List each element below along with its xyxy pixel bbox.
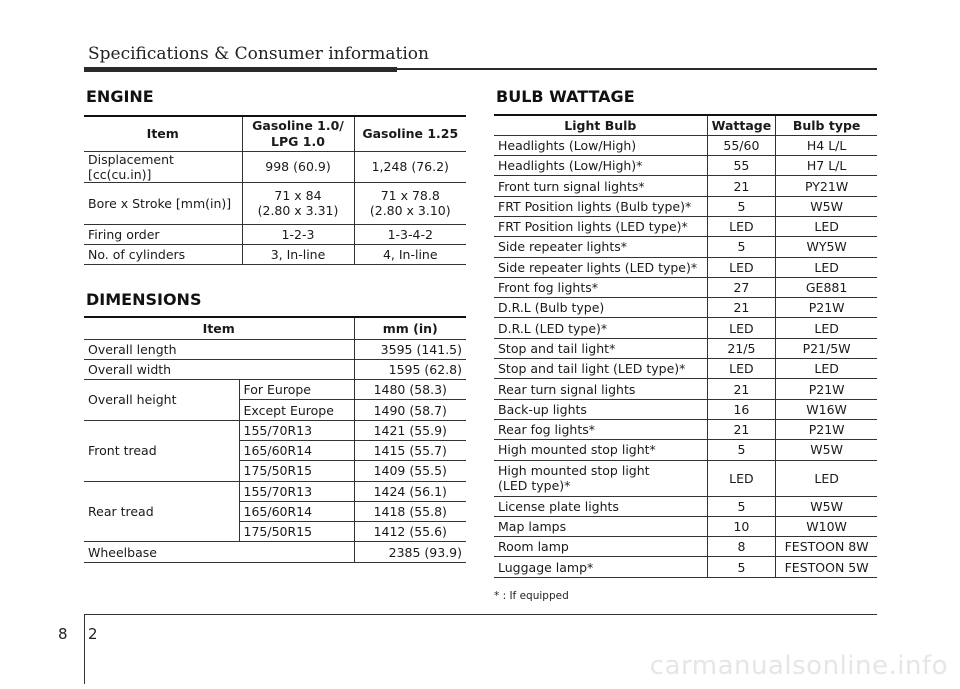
table-row — [494, 537, 877, 557]
bulb-wattage-cell: 5 — [707, 557, 776, 577]
bulb-wattage-cell: 21/5 — [707, 338, 776, 358]
bulb-name-cell: D.R.L (Bulb type) — [494, 298, 707, 318]
engine-value-line: (2.80 x 3.31) — [257, 203, 339, 218]
bulb-name-cell: High mounted stop light* — [494, 440, 707, 460]
engine-value-cell: 998 (60.9) — [242, 151, 354, 182]
dimension-value-cell: 1412 (55.6) — [354, 522, 466, 542]
header-rule-thin — [397, 68, 877, 70]
table-row — [494, 196, 877, 216]
engine-value-cell — [242, 182, 354, 224]
dimension-sub-cell: 155/70R13 — [239, 420, 354, 440]
dimension-value-cell: 3595 (141.5) — [354, 339, 466, 359]
bulb-wattage-table — [494, 114, 877, 578]
header-rule-thick — [84, 67, 397, 72]
bulb-type-cell: PY21W — [776, 176, 877, 196]
bulb-type-cell: W5W — [776, 440, 877, 460]
dimension-sub-cell: Except Europe — [239, 400, 354, 420]
dimensions-header-mm: mm (in) — [354, 317, 466, 339]
bulb-name-cell: Front turn signal lights* — [494, 176, 707, 196]
bulb-wattage-cell: 55/60 — [707, 135, 776, 155]
engine-value-cell: 4, In-line — [354, 244, 466, 264]
dimension-value-cell: 1490 (58.7) — [354, 400, 466, 420]
table-row — [494, 419, 877, 439]
table-row — [494, 257, 877, 277]
dimension-value-cell: 1409 (55.5) — [354, 461, 466, 481]
dimension-sub-cell: 155/70R13 — [239, 481, 354, 501]
bulb-name-cell: Front fog lights* — [494, 277, 707, 297]
bulb-type-cell: W10W — [776, 516, 877, 536]
engine-header-gasoline-10-line1: Gasoline 1.0/ — [252, 117, 344, 133]
bulb-name-cell: FRT Position lights (Bulb type)* — [494, 196, 707, 216]
bulb-wattage-cell: LED — [707, 460, 776, 496]
bulb-name-cell: Headlights (Low/High) — [494, 135, 707, 155]
dimension-value-cell: 1421 (55.9) — [354, 420, 466, 440]
engine-header-gasoline-125: Gasoline 1.25 — [354, 116, 466, 151]
table-row — [84, 224, 466, 244]
bulb-name-cell: Stop and tail light* — [494, 338, 707, 358]
engine-table — [84, 115, 466, 265]
bulb-type-cell: W5W — [776, 496, 877, 516]
bulb-type-cell: H7 L/L — [776, 156, 877, 176]
page-number: 2 — [88, 625, 98, 643]
bulb-type-cell: P21W — [776, 298, 877, 318]
bulb-type-cell: LED — [776, 216, 877, 236]
engine-item-cell: Displacement [cc(cu.in)] — [84, 151, 242, 182]
table-row — [494, 135, 877, 155]
page-header-title: Specifications & Consumer information — [88, 44, 429, 64]
bulb-name-cell: FRT Position lights (LED type)* — [494, 216, 707, 236]
bulb-type-cell: LED — [776, 257, 877, 277]
engine-value-line: (2.80 x 3.10) — [369, 203, 451, 218]
table-row — [84, 244, 466, 264]
bulb-type-cell: LED — [776, 359, 877, 379]
bulb-name-cell: Side repeater lights (LED type)* — [494, 257, 707, 277]
bulb-wattage-cell: LED — [707, 216, 776, 236]
table-row — [84, 151, 466, 182]
engine-header-gasoline-10 — [242, 116, 354, 151]
bulb-wattage-cell: 8 — [707, 537, 776, 557]
bulb-wattage-cell: 21 — [707, 298, 776, 318]
table-row — [494, 516, 877, 536]
table-row — [494, 399, 877, 419]
engine-header-item: Item — [84, 116, 242, 151]
engine-section-title: ENGINE — [86, 87, 154, 106]
engine-value-cell: 1-3-4-2 — [354, 224, 466, 244]
table-row — [494, 298, 877, 318]
bulb-name-line: High mounted stop light — [498, 463, 650, 479]
bulb-name-cell: Rear turn signal lights — [494, 379, 707, 399]
dimensions-table — [84, 316, 466, 563]
dimension-sub-cell: 175/50R15 — [239, 461, 354, 481]
engine-value-cell: 1-2-3 — [242, 224, 354, 244]
dimensions-section-title: DIMENSIONS — [86, 290, 202, 309]
bulb-wattage-cell: 21 — [707, 419, 776, 439]
bulb-type-cell: P21W — [776, 419, 877, 439]
table-row — [84, 481, 466, 501]
dimension-label-cell: Front tread — [84, 420, 239, 481]
bulb-name-cell: Side repeater lights* — [494, 237, 707, 257]
bulb-type-cell: LED — [776, 318, 877, 338]
bulb-wattage-cell: 27 — [707, 277, 776, 297]
dimension-value-cell: 1418 (55.8) — [354, 501, 466, 521]
engine-value-cell: 3, In-line — [242, 244, 354, 264]
table-row — [494, 440, 877, 460]
bulb-name-cell: Stop and tail light (LED type)* — [494, 359, 707, 379]
dimension-value-cell: 1595 (62.8) — [354, 359, 466, 379]
engine-value-line: 71 x 84 — [274, 188, 322, 203]
table-row — [494, 176, 877, 196]
bulb-header-light-bulb: Light Bulb — [494, 115, 707, 135]
bulb-type-cell: FESTOON 8W — [776, 537, 877, 557]
bulb-type-cell: WY5W — [776, 237, 877, 257]
dimension-value-cell: 2385 (93.9) — [354, 542, 466, 562]
bulb-type-cell: FESTOON 5W — [776, 557, 877, 577]
bulb-header-wattage: Wattage — [707, 115, 776, 135]
bulb-name-cell: Back-up lights — [494, 399, 707, 419]
bulb-wattage-cell: 21 — [707, 176, 776, 196]
bulb-type-cell: H4 L/L — [776, 135, 877, 155]
bulb-type-cell: LED — [776, 460, 877, 496]
dimension-value-cell: 1415 (55.7) — [354, 440, 466, 460]
bulb-type-cell: W16W — [776, 399, 877, 419]
dimension-label-cell: Overall height — [84, 380, 239, 421]
dimension-value-cell: 1424 (56.1) — [354, 481, 466, 501]
bulb-name-cell: License plate lights — [494, 496, 707, 516]
table-row — [494, 277, 877, 297]
bulb-name-cell: Luggage lamp* — [494, 557, 707, 577]
bulb-wattage-cell: 16 — [707, 399, 776, 419]
dimension-label-cell: Overall width — [84, 359, 354, 379]
bulb-wattage-cell: 10 — [707, 516, 776, 536]
table-row — [494, 338, 877, 358]
bulb-name-cell: Map lamps — [494, 516, 707, 536]
table-row — [494, 557, 877, 577]
bulb-name-cell: Rear fog lights* — [494, 419, 707, 439]
bulb-name-cell: D.R.L (LED type)* — [494, 318, 707, 338]
bulb-wattage-cell: LED — [707, 257, 776, 277]
bulb-name-cell — [494, 460, 707, 496]
bulb-wattage-cell: 5 — [707, 496, 776, 516]
dimension-sub-cell: 165/60R14 — [239, 501, 354, 521]
table-row — [84, 339, 466, 359]
table-row — [84, 380, 466, 400]
bulb-wattage-cell: 5 — [707, 196, 776, 216]
engine-header-gasoline-10-line2: LPG 1.0 — [271, 133, 325, 149]
bulb-wattage-cell: LED — [707, 359, 776, 379]
footer-vertical-rule — [84, 614, 85, 684]
bulb-type-cell: GE881 — [776, 277, 877, 297]
bulb-wattage-cell: 5 — [707, 237, 776, 257]
bulb-type-cell: P21W — [776, 379, 877, 399]
engine-item-cell: No. of cylinders — [84, 244, 242, 264]
engine-value-cell — [354, 182, 466, 224]
table-row — [494, 318, 877, 338]
bulb-name-cell: Room lamp — [494, 537, 707, 557]
chapter-number: 8 — [58, 625, 68, 643]
table-row — [84, 420, 466, 440]
table-row — [494, 460, 877, 496]
bulb-header-bulb-type: Bulb type — [776, 115, 877, 135]
bulb-wattage-cell: 55 — [707, 156, 776, 176]
dimensions-header-item: Item — [84, 317, 354, 339]
engine-value-cell: 1,248 (76.2) — [354, 151, 466, 182]
watermark: carmanualsonline.info — [649, 651, 948, 681]
table-row — [494, 216, 877, 236]
table-row — [84, 359, 466, 379]
table-row — [494, 237, 877, 257]
bulb-section-title: BULB WATTAGE — [496, 87, 635, 106]
table-row — [494, 496, 877, 516]
dimension-sub-cell: 175/50R15 — [239, 522, 354, 542]
table-row — [84, 542, 466, 562]
bulb-wattage-cell: 21 — [707, 379, 776, 399]
dimension-label-cell: Overall length — [84, 339, 354, 359]
bulb-table-body — [494, 135, 877, 577]
bulb-type-cell: P21/5W — [776, 338, 877, 358]
engine-value-line: 71 x 78.8 — [380, 188, 440, 203]
dimension-value-cell: 1480 (58.3) — [354, 380, 466, 400]
dimension-sub-cell: 165/60R14 — [239, 440, 354, 460]
dimension-label-cell: Wheelbase — [84, 542, 354, 562]
footer-rule — [84, 614, 877, 615]
bulb-type-cell: W5W — [776, 196, 877, 216]
table-row — [494, 359, 877, 379]
bulb-wattage-cell: 5 — [707, 440, 776, 460]
engine-item-cell: Firing order — [84, 224, 242, 244]
bulb-wattage-cell: LED — [707, 318, 776, 338]
table-row — [494, 156, 877, 176]
dimension-sub-cell: For Europe — [239, 380, 354, 400]
table-row — [494, 379, 877, 399]
dimension-label-cell: Rear tread — [84, 481, 239, 542]
engine-item-cell: Bore x Stroke [mm(in)] — [84, 182, 242, 224]
bulb-name-cell: Headlights (Low/High)* — [494, 156, 707, 176]
table-row — [84, 182, 466, 224]
footnote: * : If equipped — [494, 590, 569, 602]
bulb-name-line: (LED type)* — [498, 478, 571, 494]
